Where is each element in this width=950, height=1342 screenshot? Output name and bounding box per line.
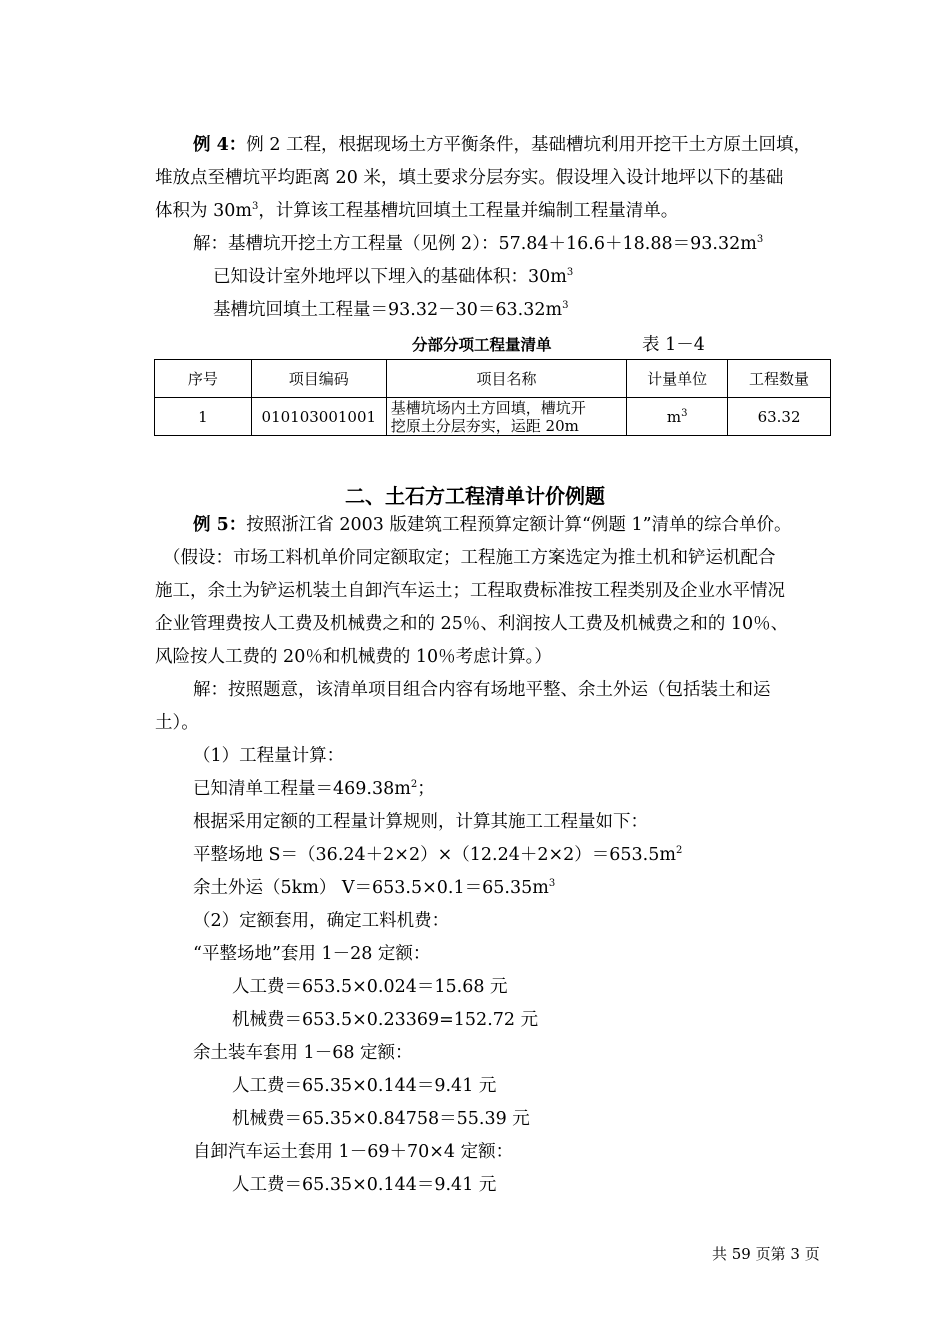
calc-line-5-sup: 3: [548, 878, 556, 890]
ex4-label: 例 4：: [193, 135, 247, 155]
ex5-assume-4: 风险按人工费的 20％和机械费的 10％考虑计算。）: [155, 647, 552, 667]
header-no: 序号: [155, 360, 252, 398]
ex4-solution-3-text: 基槽坑回填土工程量＝93.32－30＝63.32m: [213, 300, 563, 320]
calc-line-4: [193, 844, 682, 866]
ex4-solution-3: [213, 299, 568, 321]
ex5-assume-1: （假设：市场工料机单价同定额取定；工程施工方案选定为推土机和铲运机配合: [163, 548, 776, 568]
ex4-text-1: 例 2 工程，根据现场土方平衡条件，基础槽坑利用开挖干土方原土回填，: [246, 135, 812, 155]
calc-line-2-end: ；: [417, 779, 435, 799]
calc-line-2-text: 已知清单工程量＝469.38m: [193, 779, 411, 799]
ex5-solution-2: 土）。: [155, 713, 199, 733]
calc-line-11: 人工费＝65.35×0.144＝9.41 元: [232, 1076, 497, 1096]
ex4-solution-2: [213, 266, 573, 288]
calc-step-2: （2）定额套用，确定工料机费：: [193, 911, 450, 931]
calc-line-2-sup: 2: [410, 779, 418, 791]
header-name: 项目名称: [386, 360, 627, 398]
cell-unit: [627, 398, 728, 436]
ex5-label: 例 5：: [193, 515, 247, 535]
calc-line-13: 自卸汽车运土套用 1－69＋70×4 定额：: [193, 1142, 514, 1162]
cell-code: 010103001001: [251, 398, 386, 436]
calc-line-5: [193, 877, 555, 899]
section-heading: 二、土石方工程清单计价例题: [345, 484, 605, 508]
calc-line-5-text: 余土外运（5km） V＝653.5×0.1＝65.35m: [193, 878, 549, 898]
cell-no: 1: [155, 398, 252, 436]
ex4-sup-3: 3: [251, 201, 259, 213]
table-header-row: [155, 360, 831, 398]
calc-line-9: 机械费＝653.5×0.23369=152.72 元: [232, 1010, 539, 1030]
ex4-solution-2-sup: 3: [566, 267, 574, 279]
ex5-assume-3: 企业管理费按人工费及机械费之和的 25％、利润按人工费及机械费之和的 10％、: [155, 614, 789, 634]
calc-line-14: 人工费＝65.35×0.144＝9.41 元: [232, 1175, 497, 1195]
header-unit: 计量单位: [627, 360, 728, 398]
ex5-text-1: 按照浙江省 2003 版建筑工程预算定额计算“例题 1”清单的综合单价。: [246, 515, 792, 535]
cell-unit-sup: 3: [681, 407, 688, 419]
cell-name-line-2: 挖原土分层夯实，运距 20m: [390, 416, 579, 435]
ex4-solution-1-text: 解：基槽坑开挖土方工程量（见例 2）：57.84＋16.6＋18.88＝93.32m: [193, 234, 757, 254]
calc-line-4-text: 平整场地 S＝（36.24＋2×2）×（12.24＋2×2）＝653.5m: [193, 845, 676, 865]
page-footer: 共 59 页第 3 页: [712, 1245, 820, 1263]
cell-name: [386, 398, 627, 436]
calc-line-12: 机械费＝65.35×0.84758＝55.39 元: [232, 1109, 530, 1129]
cell-name-line-1: 基槽坑场内土方回填，槽坑开: [390, 398, 586, 417]
cell-unit-text: m: [666, 407, 682, 426]
ex5-assume-2: 施工，余土为铲运机装土自卸汽车运土；工程取费标准按工程类别及企业水平情况: [155, 581, 785, 601]
calc-line-3: 根据采用定额的工程量计算规则，计算其施工工程量如下：: [193, 812, 648, 832]
table-row: [155, 398, 831, 436]
calc-line-10: 余土装车套用 1－68 定额：: [193, 1043, 413, 1063]
table-number: 表 1－4: [642, 335, 705, 355]
ex4-text-3a: 体积为 30m: [155, 201, 252, 221]
calc-step-1: （1）工程量计算：: [193, 746, 345, 766]
table-title: 分部分项工程量清单: [412, 336, 552, 354]
cell-quantity: 63.32: [728, 398, 831, 436]
ex4-text-3b: ，计算该工程基槽坑回填土工程量并编制工程量清单。: [258, 201, 679, 221]
calc-line-2: [193, 778, 435, 800]
ex4-line-1: [193, 134, 811, 156]
ex5-line-1: [193, 514, 792, 536]
ex4-line-3: [155, 200, 678, 222]
calc-line-4-sup: 2: [675, 845, 683, 857]
ex4-solution-2-text: 已知设计室外地坪以下埋入的基础体积：30m: [213, 267, 567, 287]
ex4-solution-1: [193, 233, 763, 255]
calc-line-7: “平整场地”套用 1－28 定额：: [193, 944, 431, 964]
ex4-solution-3-sup: 3: [562, 300, 569, 312]
ex4-line-2: 堆放点至槽坑平均距离 20 米，填土要求分层夯实。假设埋入设计地坪以下的基础: [155, 168, 784, 188]
header-code: 项目编码: [251, 360, 386, 398]
ex4-solution-1-sup: 3: [756, 234, 764, 246]
bill-of-quantities-table: [154, 359, 831, 436]
ex5-solution-1: 解：按照题意，该清单项目组合内容有场地平整、余土外运（包括装土和运: [193, 680, 771, 700]
header-quantity: 工程数量: [728, 360, 831, 398]
calc-line-8: 人工费＝653.5×0.024＝15.68 元: [232, 977, 508, 997]
